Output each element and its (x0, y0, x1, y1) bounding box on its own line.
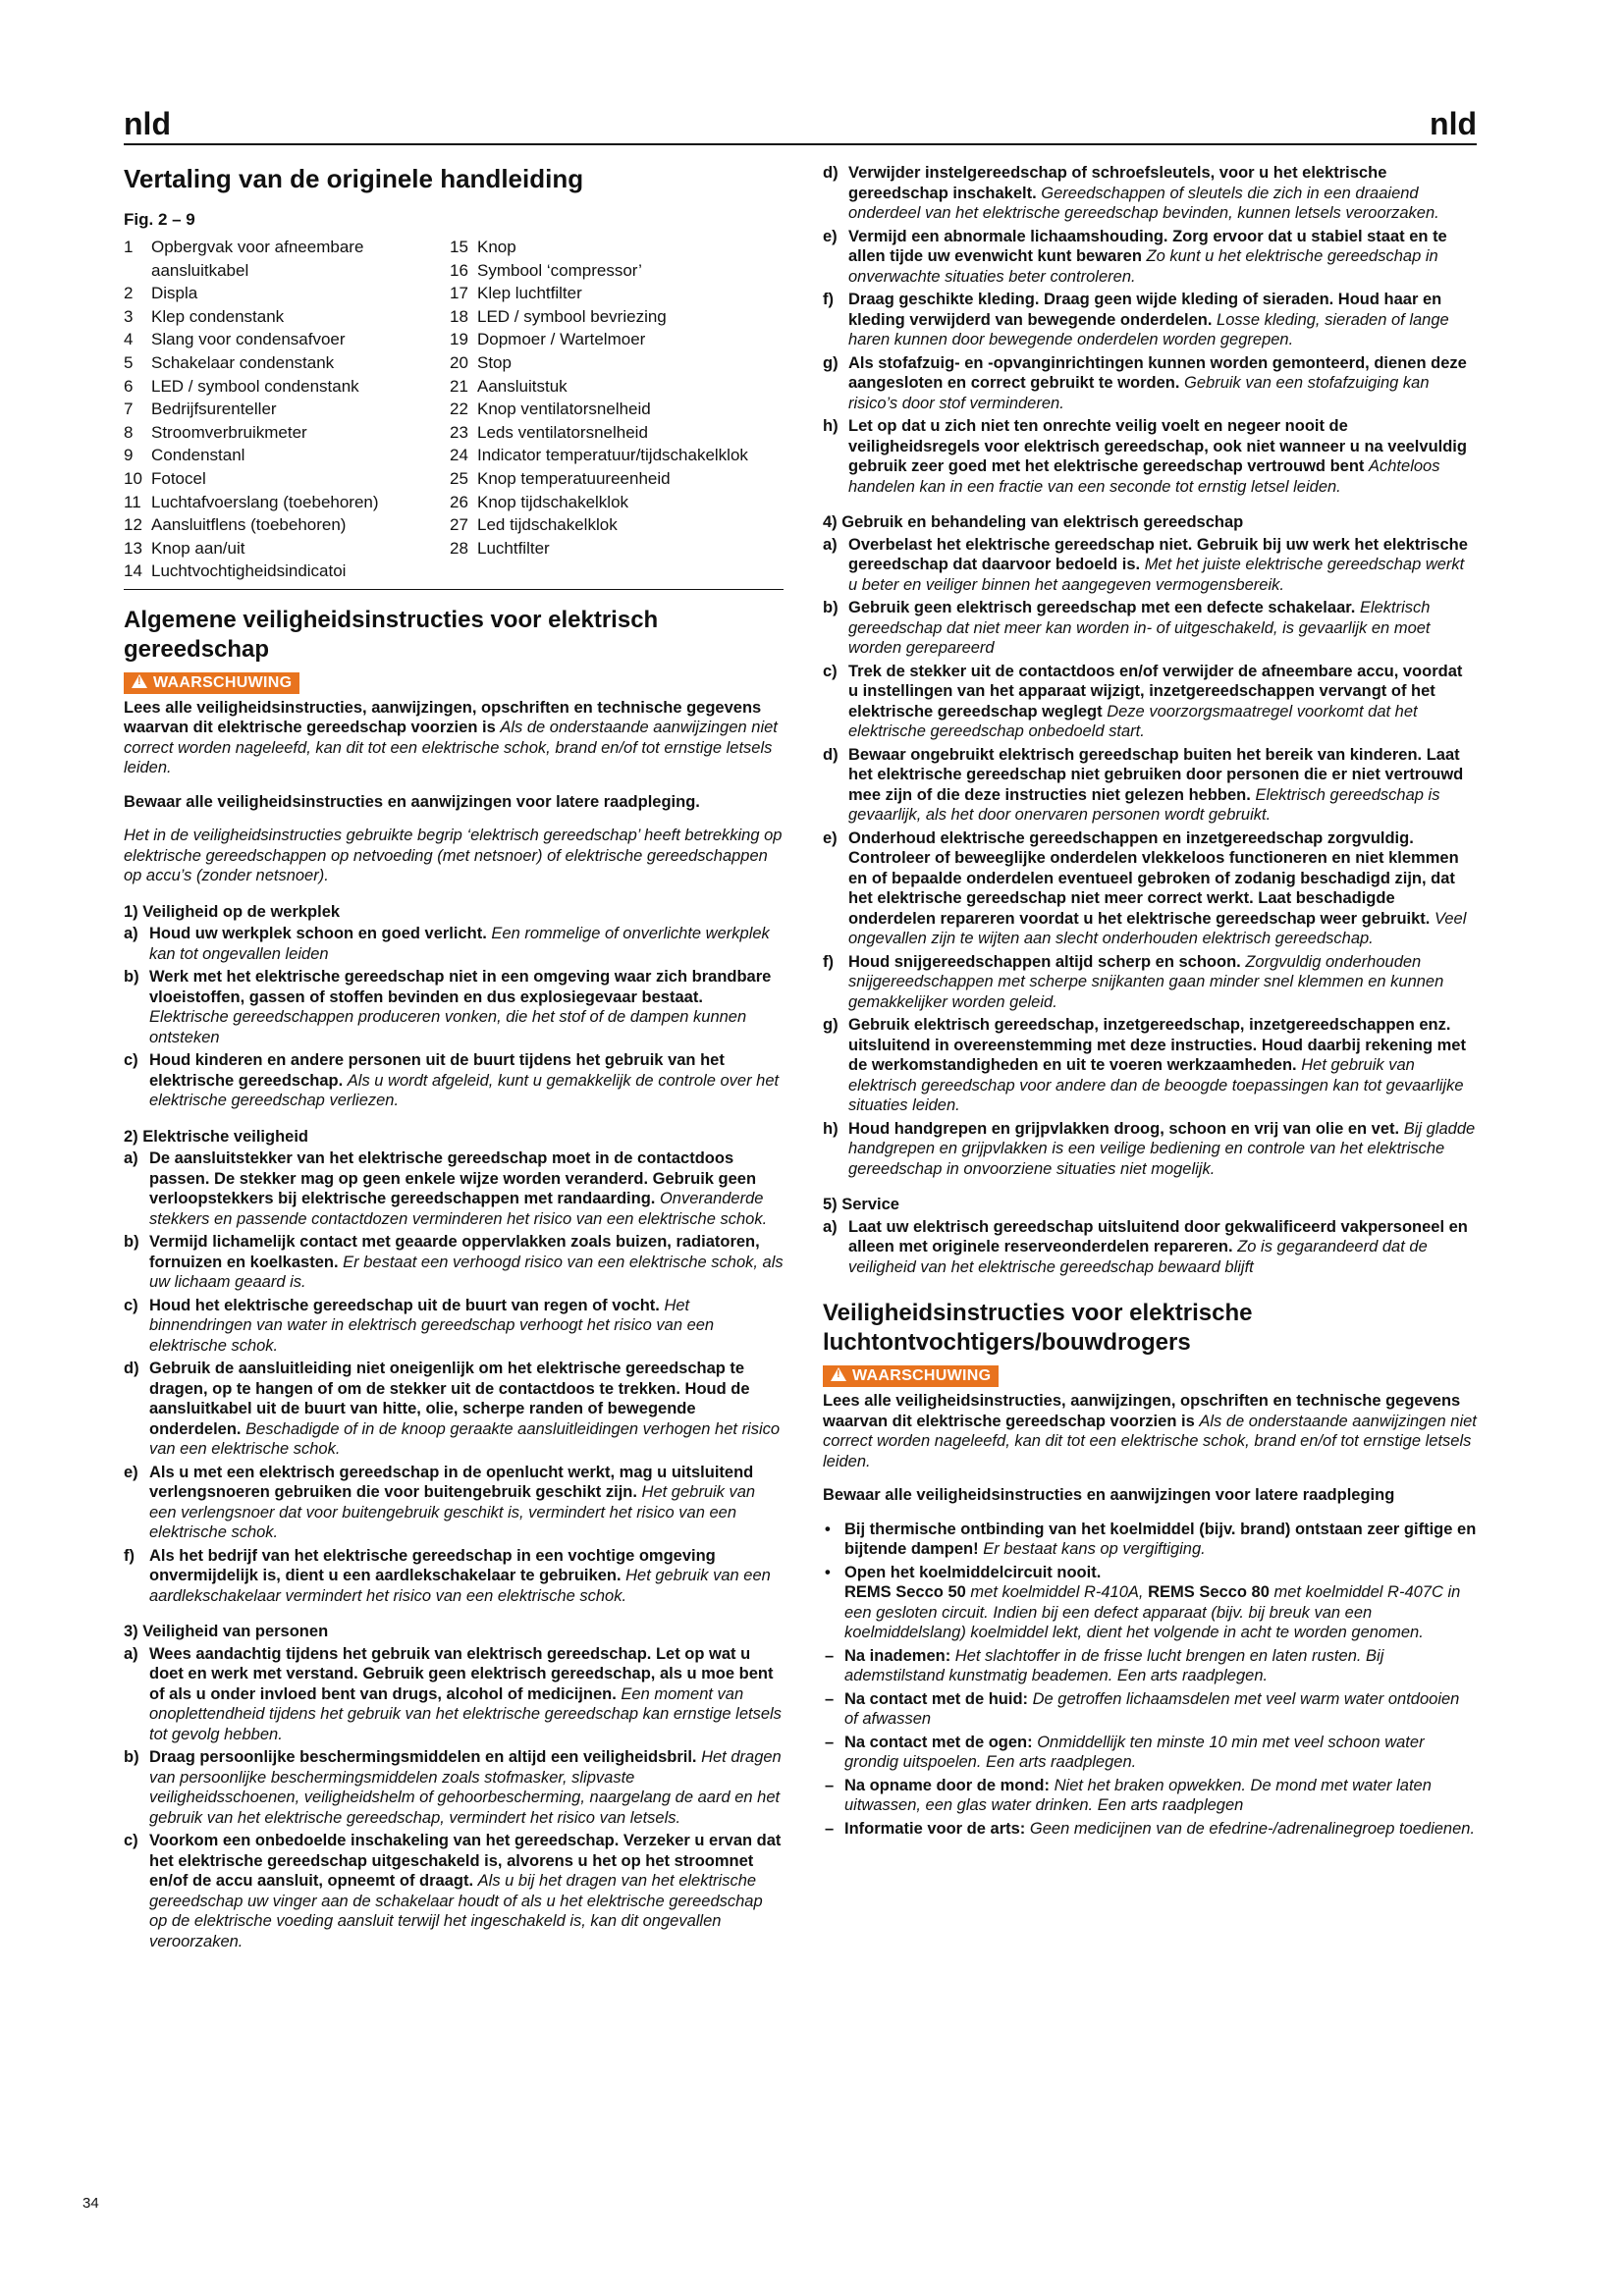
term-definition: Het in de veiligheidsinstructies gebruikte begrip ‘elektrisch gereedschap’ heeft betrekking op elektrische gereedschappen op netvoeding (met netsnoer) of elektrische gereedschappen op accu’s (zonder netsnoer). (124, 827, 783, 885)
model-50-text: met koelmiddel R-410A, (970, 1583, 1144, 1601)
legend-number: 11 (124, 492, 141, 511)
item-text: Het binnendringen van water in elektrisch gereedschap verhoogt het risico van een elektrische schok. (149, 1296, 715, 1355)
legend-number: 19 (450, 330, 468, 349)
legend-column-left (124, 236, 450, 583)
legend-text: Knop ventilatorsnelheid (477, 400, 651, 419)
item-letter: d) (823, 164, 839, 182)
model-50: REMS Secco 50 (844, 1583, 966, 1601)
legend-text: Opbergvak voor afneembare (151, 238, 364, 256)
legend-text: Knop aan/uit (151, 538, 245, 558)
item-bold: Let op dat u zich niet ten onrechte veilig voelt en negeer nooit de veiligheidsregels voor elektrisch gereedschap, ook niet wanneer u na veelvuldig gebruik zeer goed met het elektrische gereedschap vertrouwd bent (848, 417, 1467, 475)
intro-italic: Als de onderstaande aanwijzingen niet correct worden nageleefd, kan dit tot een elektrische schok, brand en/of tot ernstige letsels leiden. (124, 719, 778, 777)
dash-mark: – (825, 1646, 835, 1665)
item-letter: c) (124, 1296, 138, 1314)
dash-mark: – (825, 1689, 835, 1708)
item-text: Gebruik van een stofafzuiging kan risico’s door stof verminderen. (848, 374, 1430, 412)
legend-text: Luchtfilter (477, 538, 550, 558)
item-text: Elektrisch gereedschap is gevaarlijk, als het door onervaren personen wordt gebruikt. (848, 785, 1440, 824)
legend-number: 2 (124, 284, 134, 303)
intro-italic: Als de onderstaande aanwijzingen niet correct worden nageleefd, kan dit tot een elektrische schok, brand en/of tot ernstige letsels leiden. (823, 1412, 1477, 1470)
subsection-title: 1) Veiligheid op de werkplek (124, 902, 341, 921)
legend-row (124, 375, 450, 399)
item-bold: Houd handgrepen en grijpvlakken droog, schoon en vrij van olie en vet. (848, 1119, 1400, 1138)
first-aid-text: De getroffen lichaamsdelen met veel warm water ontdooien of afwassen (844, 1689, 1460, 1728)
figure-legend (124, 236, 784, 583)
list-item (823, 227, 1477, 288)
item-text: Het gebruik van een verlengsnoer dat voor buitengebruik geschikt is, vermindert het risico van een elektrische schok. (149, 1483, 756, 1542)
page-title: Vertaling van de originele handleiding (124, 164, 584, 193)
legend-text: Displa (151, 284, 198, 303)
legend-row (124, 537, 450, 561)
list-item (124, 1463, 784, 1543)
legend-text: Luchtafvoerslang (toebehoren) (151, 492, 379, 511)
legend-text: Knop tijdschakelklok (477, 492, 629, 511)
left-column (124, 163, 784, 1954)
list-item (124, 1831, 784, 1951)
legend-number: 23 (450, 422, 468, 442)
header-rule (124, 143, 1477, 145)
item-bold: Vermijd een abnormale lichaamshouding. Zorg ervoor dat u stabiel staat en te allen tijde uw evenwicht kunt bewaren (848, 227, 1447, 265)
item-bold: Draag persoonlijke beschermingsmiddelen en altijd een veiligheidsbril. (149, 1748, 697, 1767)
legend-row (450, 236, 776, 259)
item-text: Veel ongevallen zijn te wijten aan slecht onderhouden elektrisch gereedschap. (848, 909, 1467, 947)
item-letter: c) (823, 662, 838, 680)
list-item (823, 662, 1477, 742)
warning-icon (831, 1367, 846, 1381)
dash-mark: – (825, 1819, 835, 1838)
legend-text: Knop temperatuureenheid (477, 468, 671, 488)
legend-number: 25 (450, 468, 468, 488)
list-item (823, 416, 1477, 497)
legend-row (124, 513, 450, 537)
legend-row (450, 305, 776, 329)
legend-text: LED / symbool condenstank (151, 376, 359, 396)
list-item (823, 163, 1477, 224)
item-letter: c) (124, 1051, 138, 1070)
right-column (823, 163, 1477, 1842)
item-bold: Vermijd lichamelijk contact met geaarde oppervlakken zoals buizen, radiatoren, fornuizen en koelkasten. (149, 1233, 760, 1271)
legend-text: Klep condenstank (151, 306, 285, 326)
item-bold: Als stofafzuig- en -opvanginrichtingen kunnen worden gemonteerd, dienen deze aangesloten en correct gebruikt te worden. (848, 353, 1467, 392)
legend-number: 5 (124, 352, 134, 372)
item-letter: a) (823, 535, 838, 554)
item-text: Het gebruik van elektrisch gereedschap voor andere dan de beoogde toepassingen kan tot gevaarlijke situaties leiden. (848, 1056, 1464, 1114)
legend-number: 8 (124, 422, 134, 442)
dash-mark: – (825, 1733, 835, 1751)
item-bold: Voorkom een onbedoelde inschakeling van het gereedschap. Verzeker u ervan dat het elektrische gereedschap uitgeschakeld is, alvorens u het op het stroomnet en/of de accu aansluit, opneemt of draagt. (149, 1832, 782, 1891)
warning-label: WAARSCHUWING (852, 1367, 992, 1384)
item-text: Elektrische gereedschappen produceren vonken, die het stof of de dampen kunnen ontsteken (149, 1008, 747, 1046)
item-letter: d) (823, 745, 839, 764)
legend-text: Stroomverbruikmeter (151, 422, 307, 442)
model-80: REMS Secco 80 (1148, 1583, 1270, 1601)
legend-row (124, 236, 450, 259)
subsection-title: 4) Gebruik en behandeling van elektrisch gereedschap (823, 513, 1244, 531)
legend-text: Aansluitstuk (477, 376, 568, 396)
first-aid-item (823, 1689, 1477, 1730)
legend-text: Aansluitflens (toebehoren) (151, 515, 347, 535)
item-text: Het dragen van persoonlijke beschermingsmiddelen zoals stofmasker, slipvaste veiligheidsschoenen, veiligheidshelm of gehoorbescherming, naargelang de aard en het gebruik van het elektrische gereedschap, vermindert het risico van letsels. (149, 1748, 782, 1827)
list-item (124, 1359, 784, 1460)
item-bold: Onderhoud elektrische gereedschappen en inzetgereedschap zorgvuldig. Controleer of beweeglijke onderdelen vlekkeloos functioneren en niet klemmen en of bepaalde onderdelen eventueel gebroken of zodanig beschadigd zijn, dat het elektrische gereedschap niet meer correct werkt. Laat beschadigde onderdelen repareren voordat u het elektrische gereedschap weer gebruikt. (848, 828, 1459, 928)
first-aid-label: Na inademen: (844, 1646, 951, 1665)
legend-row (124, 444, 450, 467)
item-bold: Houd snijgereedschappen altijd scherp en schoon. (848, 952, 1241, 971)
list-item (823, 1217, 1477, 1278)
item-letter: b) (124, 968, 139, 987)
legend-row (124, 328, 450, 351)
legend-row (124, 467, 450, 491)
first-aid-item (823, 1733, 1477, 1773)
item-bold: Verwijder instelgereedschap of schroefsleutels, voor u het elektrische gereedschap inschakelt. (848, 164, 1387, 202)
item-letter: c) (124, 1832, 138, 1850)
legend-text: Bedrijfsurenteller (151, 400, 277, 419)
right-top-items (823, 163, 1477, 497)
item-letter: a) (124, 925, 138, 943)
keep-instructions-2: Bewaar alle veiligheidsinstructies en aanwijzingen voor latere raadpleging (823, 1486, 1395, 1504)
first-aid-label: Na contact met de ogen: (844, 1733, 1033, 1751)
warning-badge-2 (823, 1365, 999, 1387)
bullet-dot: • (825, 1520, 831, 1538)
list-item (823, 1015, 1477, 1116)
item-letter: a) (124, 1644, 138, 1663)
bullet-circuit (823, 1563, 1477, 1643)
item-text: Het gebruik van een aardlekschakelaar vermindert het risico van een elektrische schok. (149, 1567, 771, 1605)
legend-number: 28 (450, 538, 468, 558)
legend-number: 14 (124, 561, 142, 581)
figure-label: Fig. 2 – 9 (124, 210, 195, 229)
legend-number: 3 (124, 306, 134, 326)
legend-row (124, 560, 450, 583)
intro-bold: Lees alle veiligheidsinstructies, aanwijzingen, opschriften en technische gegevens waarvan dit elektrische gereedschap voorzien is (124, 698, 762, 737)
list-item (124, 1148, 784, 1229)
list-item (124, 1296, 784, 1357)
item-bold: Werk met het elektrische gereedschap niet in een omgeving waar zich brandbare vloeistoffen, gassen of stoffen bevinden en dus explosiegevaar bestaat. (149, 968, 772, 1006)
bullet-dot: • (825, 1563, 831, 1581)
item-text: Bij gladde handgrepen en grijpvlakken is een veilige bediening en controle van het elektrische gereedschap in onvoorziene situaties niet mogelijk. (848, 1119, 1476, 1178)
item-letter: a) (124, 1149, 138, 1168)
legend-row (124, 491, 450, 514)
item-bold: Gebruik geen elektrisch gereedschap met een defecte schakelaar. (848, 599, 1356, 616)
list-item (823, 1119, 1477, 1180)
legend-row (124, 259, 450, 283)
item-text: Losse kleding, sieraden of lange haren kunnen door bewegende onderdelen worden gegrepen. (848, 310, 1449, 348)
legend-row (450, 537, 776, 561)
legend-number: 20 (450, 352, 468, 372)
legend-row (124, 398, 450, 421)
list-item (124, 1232, 784, 1293)
section-heading-general-safety: Algemene veiligheidsinstructies voor elektrisch gereedschap (124, 606, 659, 663)
item-bold: Gebruik elektrisch gereedschap, inzetgereedschap, inzetgereedschappen enz. uitsluitend in overeenstemming met deze instructies. Houd daarbij rekening met de werkomstandigheden en uit te voeren werkzaamheden. (848, 1016, 1466, 1074)
item-text: Beschadigde of in de knoop geraakte aansluitleidingen verhogen het risico van een elektrische schok. (149, 1419, 781, 1459)
item-bold: Wees aandachtig tijdens het gebruik van elektrisch gereedschap. Let op wat u doet en werk met verstand. Gebruik geen elektrisch gereedschap, als u moe bent of als u onder invloed bent van drugs, alcohol of medicijnen. (149, 1644, 774, 1703)
legend-row (450, 375, 776, 399)
item-bold: Overbelast het elektrische gereedschap niet. Gebruik bij uw werk het elektrische gereedschap dat daarvoor bedoeld is. (848, 535, 1468, 573)
item-bold: Houd kinderen en andere personen uit de buurt tijdens het gebruik van het elektrische gereedschap. (149, 1051, 725, 1090)
legend-text: Led tijdschakelklok (477, 515, 618, 535)
legend-row (124, 282, 450, 305)
item-letter: e) (823, 828, 838, 847)
first-aid-label: Na opname door de mond: (844, 1776, 1051, 1794)
first-aid-text: Het slachtoffer in de frisse lucht brengen en laten rusten. Bij ademstilstand kunstmatig beademen. Een arts raadplegen. (844, 1646, 1384, 1684)
legend-text: Stop (477, 352, 512, 372)
legend-number: 16 (450, 260, 468, 280)
dash-mark: – (825, 1776, 835, 1794)
item-letter: a) (823, 1217, 838, 1236)
legend-text: Slang voor condensafvoer (151, 330, 346, 349)
page-number: 34 (82, 2195, 99, 2212)
list-item (124, 967, 784, 1047)
legend-text: Klep luchtfilter (477, 284, 582, 303)
item-letter: b) (124, 1233, 139, 1252)
legend-rule (124, 589, 784, 590)
legend-row (124, 351, 450, 375)
first-aid-list (823, 1646, 1477, 1840)
first-aid-text: Onmiddellijk ten minste 10 min met veel schoon water grondig uitspoelen. Een arts raadplegen. (844, 1733, 1425, 1771)
legend-number: 26 (450, 492, 468, 511)
first-aid-text: Niet het braken opwekken. De mond met water laten uitwassen, een glas water drinken. Een arts raadplegen (844, 1776, 1432, 1814)
section-heading-dehumidifier-safety: Veiligheidsinstructies voor elektrische luchtontvochtigers/bouwdrogers (823, 1300, 1253, 1356)
list-item (823, 745, 1477, 826)
keep-instructions: Bewaar alle veiligheidsinstructies en aanwijzingen voor latere raadpleging. (124, 792, 700, 811)
item-letter: f) (823, 291, 834, 308)
legend-text: Schakelaar condenstank (151, 352, 335, 372)
list-item (823, 598, 1477, 659)
legend-text: LED / symbool bevriezing (477, 306, 667, 326)
legend-number: 21 (450, 376, 468, 396)
list-item (124, 924, 784, 964)
legend-text: Symbool ‘compressor’ (477, 260, 642, 280)
warning-icon (132, 674, 147, 688)
item-text: Zo is gegarandeerd dat de veiligheid van het elektrische gereedschap bewaard blijft (848, 1238, 1428, 1276)
list-item (823, 952, 1477, 1013)
item-text: Elektrisch gereedschap dat niet meer kan worden in- of uitgeschakeld, is gevaarlijk en moet worden gerepareerd (848, 599, 1431, 657)
legend-text: Luchtvochtigheidsindicatoi (151, 561, 347, 581)
legend-row (450, 491, 776, 514)
legend-number: 1 (124, 238, 134, 256)
item-letter: e) (823, 227, 838, 245)
subsection-title: 3) Veiligheid van personen (124, 1623, 329, 1641)
header-language-right: nld (1430, 106, 1477, 141)
item-bold: Bewaar ongebruikt elektrisch gereedschap buiten het bereik van kinderen. Laat het elektrische gereedschap niet gebruiken door personen die er niet vertrouwd mee zijn of die deze instructies niet gelezen hebben. (848, 745, 1464, 804)
list-item (124, 1050, 784, 1111)
warning-badge (124, 672, 299, 694)
list-item (823, 535, 1477, 596)
legend-row (450, 351, 776, 375)
bullet-bold: Bij thermische ontbinding van het koelmiddel (bijv. brand) ontstaan zeer giftige en bijtende dampen! (844, 1520, 1477, 1558)
item-text: Als u bij het dragen van het elektrische gereedschap uw vinger aan de schakelaar houdt of als u het elektrische gereedschap op de elektrische voeding aansluit terwijl het ingeschakeld is, kan dit ongevallen veroorzaken. (149, 1872, 763, 1950)
bullet-bold: Open het koelmiddelcircuit nooit. (844, 1563, 1102, 1581)
legend-text: Leds ventilatorsnelheid (477, 422, 648, 442)
intro-paragraph (124, 698, 784, 778)
subsection-title: 5) Service (823, 1196, 899, 1213)
left-sections (124, 902, 784, 1952)
item-letter: b) (124, 1748, 139, 1767)
legend-number: 9 (124, 446, 134, 465)
legend-text: aansluitkabel (151, 260, 249, 280)
warning-label: WAARSCHUWING (153, 673, 293, 691)
model-80-text: met koelmiddel R-407C in een gesloten circuit. Indien bij een defect apparaat (bijv. bij breuk van een koelmiddelslang) koelmiddel lekt, dient het volgende in acht te worden genomen. (844, 1583, 1461, 1641)
item-letter: b) (823, 599, 839, 616)
item-bold: Houd het elektrische gereedschap uit de buurt van regen of vocht. (149, 1296, 660, 1314)
first-aid-label: Informatie voor de arts: (844, 1819, 1026, 1838)
list-item (823, 290, 1477, 350)
legend-column-right (450, 236, 776, 583)
legend-number: 6 (124, 376, 134, 396)
item-letter: f) (124, 1546, 135, 1565)
list-item (124, 1644, 784, 1745)
item-text: Deze voorzorgsmaatregel voorkomt dat het elektrische gereedschap onbedoeld start. (848, 702, 1418, 740)
item-text: Gereedschappen of sleutels die zich in een draaiend onderdeel van het elektrische gereedschap bevinden, kunnen letsels veroorzaken. (848, 184, 1439, 222)
item-letter: e) (124, 1463, 138, 1481)
item-bold: De aansluitstekker van het elektrische gereedschap moet in de contactdoos passen. De stekker mag op geen enkele wijze worden veranderd. Gebruik geen verloopstekkers bij elektrische gereedschappen met randaarding. (149, 1149, 757, 1208)
item-bold: Houd uw werkplek schoon en goed verlicht. (149, 925, 487, 943)
item-text: Als u wordt afgeleid, kunt u gemakkelijk de controle over het elektrische gereedschap verliezen. (149, 1071, 780, 1110)
legend-number: 24 (450, 446, 468, 465)
item-text: Met het juiste elektrische gereedschap werkt u beter en veiliger binnen het aangegeven vermogensbereik. (848, 556, 1465, 594)
first-aid-item (823, 1819, 1477, 1840)
legend-text: Dopmoer / Wartelmoer (477, 330, 646, 349)
list-item (124, 1747, 784, 1828)
legend-number: 18 (450, 306, 468, 326)
legend-number: 10 (124, 468, 142, 488)
item-bold: Laat uw elektrisch gereedschap uitsluitend door gekwalificeerd vakpersoneel en alleen met originele reserveonderdelen repareren. (848, 1217, 1468, 1255)
list-item (124, 1546, 784, 1607)
legend-row (124, 305, 450, 329)
item-bold: Gebruik de aansluitleiding niet oneigenlijk om het elektrische gereedschap te dragen, op te hangen of om de stekker uit de contactdoos te trekken. Houd de aansluitkabel uit de buurt van hitte, olie, scherpe randen of bewegende onderdelen. (149, 1360, 750, 1438)
item-text: Er bestaat een verhoogd risico van een elektrische schok, als uw lichaam geaard is. (149, 1253, 784, 1292)
item-bold: Als u met een elektrisch gereedschap in de openlucht werkt, mag u uitsluitend verlengsnoeren gebruiken die voor buitengebruik geschikt zijn. (149, 1463, 754, 1502)
legend-row (450, 328, 776, 351)
item-letter: g) (823, 1016, 839, 1034)
legend-text: Fotocel (151, 468, 206, 488)
first-aid-item (823, 1776, 1477, 1816)
right-sections (823, 512, 1477, 1277)
legend-number: 17 (450, 284, 468, 303)
item-bold: Draag geschikte kleding. Draag geen wijde kleding of sieraden. Houd haar en kleding verwijderd van bewegende onderdelen. (848, 291, 1442, 329)
item-letter: h) (823, 417, 839, 435)
bullet-text: Er bestaat kans op vergiftiging. (983, 1540, 1206, 1558)
legend-text: Indicator temperatuur/tijdschakelklok (477, 446, 748, 465)
legend-number: 15 (450, 238, 468, 256)
list-item (823, 828, 1477, 949)
legend-row (124, 421, 450, 445)
intro-paragraph-2 (823, 1391, 1477, 1471)
item-bold: Als het bedrijf van het elektrische gereedschap in een vochtige omgeving onvermijdelijk is, dient u een aardlekschakelaar te gebruiken. (149, 1546, 716, 1585)
legend-number: 13 (124, 538, 142, 558)
legend-number: 27 (450, 515, 468, 535)
legend-text: Condenstanl (151, 446, 245, 465)
item-text: Onveranderde stekkers en passende contactdozen verminderen het risico van een elektrische schok. (149, 1190, 768, 1228)
item-letter: h) (823, 1119, 839, 1138)
item-letter: d) (124, 1360, 139, 1378)
legend-row (450, 444, 776, 467)
list-item (823, 353, 1477, 414)
first-aid-label: Na contact met de huid: (844, 1689, 1029, 1708)
item-text: Zorgvuldig onderhouden snijgereedschappen met scherpe snijkanten gaan minder snel klemmen en kunnen gemakkelijker worden geleid. (848, 952, 1444, 1011)
item-letter: g) (823, 353, 839, 372)
intro-bold: Lees alle veiligheidsinstructies, aanwijzingen, opschriften en technische gegevens waarvan dit elektrische gereedschap voorzien is (823, 1392, 1461, 1430)
legend-row (450, 421, 776, 445)
legend-row (450, 259, 776, 283)
item-bold: Trek de stekker uit de contactdoos en/of verwijder de afneembare accu, voordat u instellingen van het apparaat wijzigt, inzetgereedschappen vervangt of het elektrische gereedschap weglegt (848, 662, 1463, 721)
legend-row (450, 513, 776, 537)
legend-number: 12 (124, 515, 142, 535)
legend-text: Knop (477, 238, 516, 256)
first-aid-text: Geen medicijnen van de efedrine-/adrenalinegroep toedienen. (1029, 1819, 1476, 1838)
item-text: Zo kunt u het elektrische gereedschap in onverwachte situaties beter controleren. (848, 247, 1438, 286)
item-text: Een rommelige of onverlichte werkplek kan tot ongevallen leiden (149, 925, 770, 963)
first-aid-item (823, 1646, 1477, 1686)
legend-number: 7 (124, 400, 134, 419)
legend-row (450, 398, 776, 421)
legend-row (450, 282, 776, 305)
bullet-thermal (823, 1520, 1477, 1560)
item-letter: f) (823, 952, 834, 971)
subsection-title: 2) Elektrische veiligheid (124, 1127, 308, 1146)
legend-number: 22 (450, 400, 468, 419)
legend-row (450, 467, 776, 491)
item-text: Een moment van onoplettendheid tijdens het gebruik van het elektrische gereedschap kan ernstige letsels tot gevolg hebben. (149, 1684, 782, 1743)
item-text: Achteloos handelen kan in een fractie van een seconde tot ernstig letsel leiden. (848, 457, 1440, 496)
header-language-left: nld (124, 106, 171, 141)
legend-number: 4 (124, 330, 134, 349)
